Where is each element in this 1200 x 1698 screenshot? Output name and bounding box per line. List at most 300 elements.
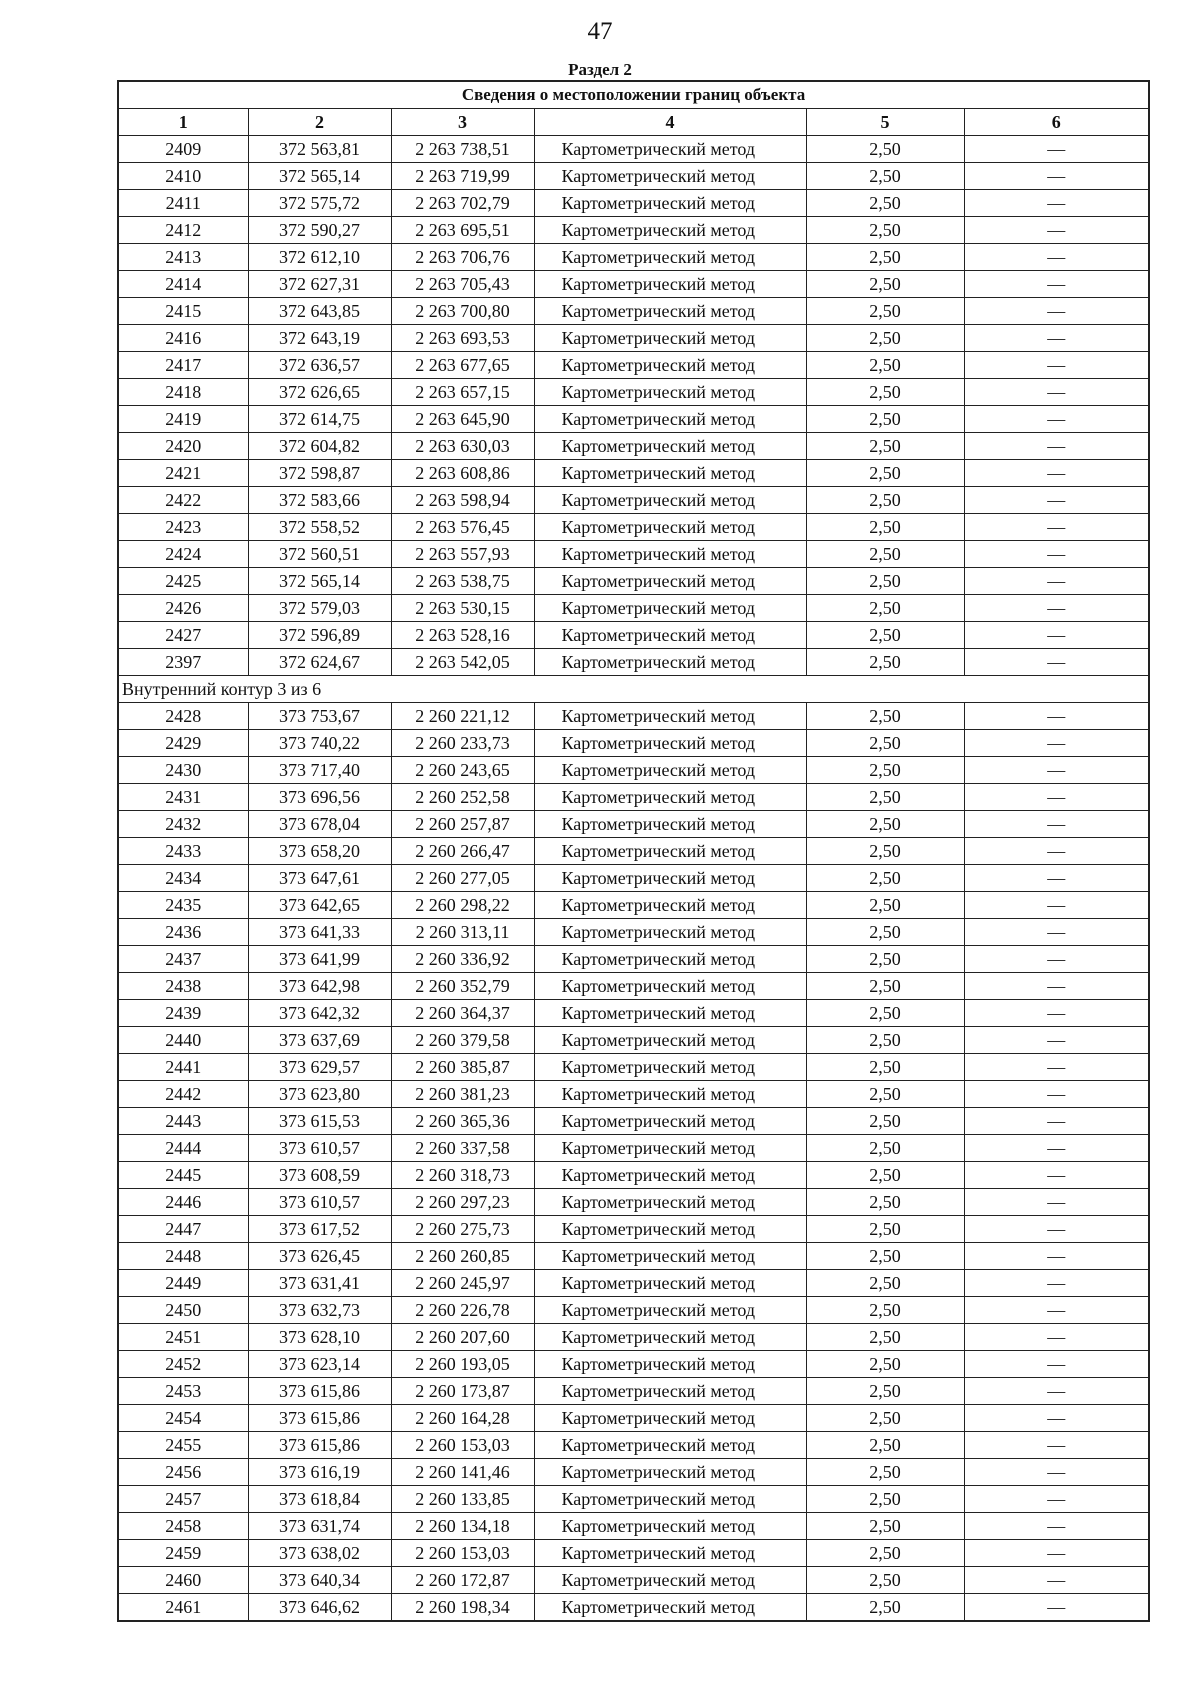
table-row [118,892,1149,919]
point-number-cell: 2419 [118,406,248,433]
point-number-cell: 2425 [118,568,248,595]
table-row [118,298,1149,325]
x-coordinate-cell: 373 615,86 [248,1432,391,1459]
table-row [118,1216,1149,1243]
table-title: Сведения о местоположении границ объекта [118,81,1149,109]
method-cell: Картометрический метод [534,1081,806,1108]
accuracy-cell: 2,50 [806,190,964,217]
description-cell: — [964,1486,1149,1513]
point-number-cell: 2456 [118,1459,248,1486]
x-coordinate-cell: 373 618,84 [248,1486,391,1513]
method-cell: Картометрический метод [534,325,806,352]
description-cell: — [964,568,1149,595]
method-cell: Картометрический метод [534,244,806,271]
accuracy-cell: 2,50 [806,1135,964,1162]
point-number-cell: 2421 [118,460,248,487]
y-coordinate-cell: 2 260 133,85 [391,1486,534,1513]
x-coordinate-cell: 372 612,10 [248,244,391,271]
table-row [118,649,1149,676]
x-coordinate-cell: 373 641,33 [248,919,391,946]
description-cell: — [964,217,1149,244]
method-cell: Картометрический метод [534,136,806,163]
accuracy-cell: 2,50 [806,1567,964,1594]
accuracy-cell: 2,50 [806,730,964,757]
point-number-cell: 2440 [118,1027,248,1054]
y-coordinate-cell: 2 260 226,78 [391,1297,534,1324]
y-coordinate-cell: 2 263 700,80 [391,298,534,325]
accuracy-cell: 2,50 [806,595,964,622]
method-cell: Картометрический метод [534,298,806,325]
method-cell: Картометрический метод [534,1513,806,1540]
x-coordinate-cell: 373 696,56 [248,784,391,811]
method-cell: Картометрический метод [534,1108,806,1135]
x-coordinate-cell: 373 753,67 [248,703,391,730]
method-cell: Картометрический метод [534,1594,806,1622]
point-number-cell: 2431 [118,784,248,811]
x-coordinate-cell: 373 615,86 [248,1405,391,1432]
description-cell: — [964,1270,1149,1297]
accuracy-cell: 2,50 [806,1324,964,1351]
point-number-cell: 2444 [118,1135,248,1162]
point-number-cell: 2414 [118,271,248,298]
x-coordinate-cell: 372 560,51 [248,541,391,568]
column-header: 1 [118,109,248,136]
y-coordinate-cell: 2 260 245,97 [391,1270,534,1297]
method-cell: Картометрический метод [534,919,806,946]
point-number-cell: 2424 [118,541,248,568]
table-row [118,838,1149,865]
accuracy-cell: 2,50 [806,244,964,271]
x-coordinate-cell: 373 629,57 [248,1054,391,1081]
method-cell: Картометрический метод [534,1351,806,1378]
point-number-cell: 2452 [118,1351,248,1378]
column-header: 6 [964,109,1149,136]
accuracy-cell: 2,50 [806,838,964,865]
column-header: 5 [806,109,964,136]
contour-label: Внутренний контур 3 из 6 [118,676,1149,703]
accuracy-cell: 2,50 [806,568,964,595]
y-coordinate-cell: 2 260 298,22 [391,892,534,919]
y-coordinate-cell: 2 260 277,05 [391,865,534,892]
accuracy-cell: 2,50 [806,514,964,541]
x-coordinate-cell: 373 628,10 [248,1324,391,1351]
y-coordinate-cell: 2 263 693,53 [391,325,534,352]
method-cell: Картометрический метод [534,1297,806,1324]
y-coordinate-cell: 2 263 695,51 [391,217,534,244]
description-cell: — [964,838,1149,865]
method-cell: Картометрический метод [534,703,806,730]
table-row [118,568,1149,595]
y-coordinate-cell: 2 263 538,75 [391,568,534,595]
description-cell: — [964,190,1149,217]
accuracy-cell: 2,50 [806,1162,964,1189]
accuracy-cell: 2,50 [806,946,964,973]
method-cell: Картометрический метод [534,865,806,892]
x-coordinate-cell: 373 717,40 [248,757,391,784]
accuracy-cell: 2,50 [806,460,964,487]
point-number-cell: 2445 [118,1162,248,1189]
y-coordinate-cell: 2 260 243,65 [391,757,534,784]
description-cell: — [964,1324,1149,1351]
method-cell: Картометрический метод [534,1054,806,1081]
y-coordinate-cell: 2 263 528,16 [391,622,534,649]
x-coordinate-cell: 372 614,75 [248,406,391,433]
x-coordinate-cell: 373 615,53 [248,1108,391,1135]
y-coordinate-cell: 2 263 719,99 [391,163,534,190]
accuracy-cell: 2,50 [806,325,964,352]
description-cell: — [964,1513,1149,1540]
table-row [118,1513,1149,1540]
table-row [118,514,1149,541]
x-coordinate-cell: 372 626,65 [248,379,391,406]
point-number-cell: 2422 [118,487,248,514]
point-number-cell: 2442 [118,1081,248,1108]
column-header: 3 [391,109,534,136]
description-cell: — [964,784,1149,811]
table-row [118,433,1149,460]
x-coordinate-cell: 373 647,61 [248,865,391,892]
accuracy-cell: 2,50 [806,406,964,433]
table-row [118,325,1149,352]
method-cell: Картометрический метод [534,1540,806,1567]
description-cell: — [964,703,1149,730]
accuracy-cell: 2,50 [806,271,964,298]
description-cell: — [964,271,1149,298]
table-row [118,541,1149,568]
description-cell: — [964,1432,1149,1459]
y-coordinate-cell: 2 260 297,23 [391,1189,534,1216]
point-number-cell: 2410 [118,163,248,190]
contour-row [118,676,1149,703]
accuracy-cell: 2,50 [806,649,964,676]
y-coordinate-cell: 2 260 379,58 [391,1027,534,1054]
description-cell: — [964,892,1149,919]
accuracy-cell: 2,50 [806,757,964,784]
point-number-cell: 2438 [118,973,248,1000]
point-number-cell: 2411 [118,190,248,217]
method-cell: Картометрический метод [534,946,806,973]
accuracy-cell: 2,50 [806,487,964,514]
method-cell: Картометрический метод [534,568,806,595]
method-cell: Картометрический метод [534,406,806,433]
method-cell: Картометрический метод [534,352,806,379]
y-coordinate-cell: 2 263 738,51 [391,136,534,163]
accuracy-cell: 2,50 [806,1081,964,1108]
method-cell: Картометрический метод [534,811,806,838]
x-coordinate-cell: 373 642,32 [248,1000,391,1027]
point-number-cell: 2432 [118,811,248,838]
accuracy-cell: 2,50 [806,379,964,406]
table-row [118,406,1149,433]
y-coordinate-cell: 2 263 542,05 [391,649,534,676]
method-cell: Картометрический метод [534,1459,806,1486]
description-cell: — [964,379,1149,406]
y-coordinate-cell: 2 263 576,45 [391,514,534,541]
y-coordinate-cell: 2 260 207,60 [391,1324,534,1351]
x-coordinate-cell: 373 626,45 [248,1243,391,1270]
description-cell: — [964,1189,1149,1216]
description-cell: — [964,1540,1149,1567]
x-coordinate-cell: 372 558,52 [248,514,391,541]
table-row [118,1189,1149,1216]
x-coordinate-cell: 372 579,03 [248,595,391,622]
method-cell: Картометрический метод [534,649,806,676]
method-cell: Картометрический метод [534,514,806,541]
x-coordinate-cell: 373 623,80 [248,1081,391,1108]
method-cell: Картометрический метод [534,892,806,919]
table-row [118,1486,1149,1513]
accuracy-cell: 2,50 [806,1270,964,1297]
x-coordinate-cell: 373 631,74 [248,1513,391,1540]
description-cell: — [964,1000,1149,1027]
point-number-cell: 2430 [118,757,248,784]
method-cell: Картометрический метод [534,1027,806,1054]
y-coordinate-cell: 2 263 677,65 [391,352,534,379]
accuracy-cell: 2,50 [806,1513,964,1540]
point-number-cell: 2457 [118,1486,248,1513]
point-number-cell: 2448 [118,1243,248,1270]
table-row [118,1135,1149,1162]
y-coordinate-cell: 2 263 557,93 [391,541,534,568]
method-cell: Картометрический метод [534,1216,806,1243]
table-row [118,1108,1149,1135]
description-cell: — [964,757,1149,784]
description-cell: — [964,1081,1149,1108]
table-row [118,973,1149,1000]
description-cell: — [964,811,1149,838]
table-row [118,1594,1149,1622]
x-coordinate-cell: 373 658,20 [248,838,391,865]
y-coordinate-cell: 2 260 252,58 [391,784,534,811]
description-cell: — [964,1378,1149,1405]
description-cell: — [964,1405,1149,1432]
x-coordinate-cell: 372 575,72 [248,190,391,217]
y-coordinate-cell: 2 260 134,18 [391,1513,534,1540]
point-number-cell: 2426 [118,595,248,622]
y-coordinate-cell: 2 263 530,15 [391,595,534,622]
accuracy-cell: 2,50 [806,1378,964,1405]
column-header: 2 [248,109,391,136]
x-coordinate-cell: 372 604,82 [248,433,391,460]
method-cell: Картометрический метод [534,1189,806,1216]
x-coordinate-cell: 373 610,57 [248,1135,391,1162]
description-cell: — [964,595,1149,622]
table-row [118,487,1149,514]
accuracy-cell: 2,50 [806,136,964,163]
accuracy-cell: 2,50 [806,622,964,649]
point-number-cell: 2416 [118,325,248,352]
point-number-cell: 2409 [118,136,248,163]
point-number-cell: 2418 [118,379,248,406]
table-row [118,811,1149,838]
y-coordinate-cell: 2 260 153,03 [391,1540,534,1567]
method-cell: Картометрический метод [534,487,806,514]
description-cell: — [964,649,1149,676]
y-coordinate-cell: 2 260 260,85 [391,1243,534,1270]
description-cell: — [964,1351,1149,1378]
point-number-cell: 2433 [118,838,248,865]
table-row [118,460,1149,487]
method-cell: Картометрический метод [534,973,806,1000]
description-cell: — [964,1594,1149,1622]
description-cell: — [964,973,1149,1000]
table-row [118,1243,1149,1270]
point-number-cell: 2461 [118,1594,248,1622]
point-number-cell: 2459 [118,1540,248,1567]
x-coordinate-cell: 372 563,81 [248,136,391,163]
x-coordinate-cell: 372 596,89 [248,622,391,649]
accuracy-cell: 2,50 [806,1297,964,1324]
description-cell: — [964,136,1149,163]
table-row [118,190,1149,217]
accuracy-cell: 2,50 [806,973,964,1000]
table-row [118,217,1149,244]
table-row [118,1405,1149,1432]
description-cell: — [964,352,1149,379]
point-number-cell: 2420 [118,433,248,460]
x-coordinate-cell: 372 643,19 [248,325,391,352]
point-number-cell: 2439 [118,1000,248,1027]
method-cell: Картометрический метод [534,379,806,406]
accuracy-cell: 2,50 [806,1351,964,1378]
accuracy-cell: 2,50 [806,865,964,892]
x-coordinate-cell: 372 598,87 [248,460,391,487]
point-number-cell: 2429 [118,730,248,757]
accuracy-cell: 2,50 [806,1486,964,1513]
table-row [118,1432,1149,1459]
point-number-cell: 2441 [118,1054,248,1081]
point-number-cell: 2427 [118,622,248,649]
description-cell: — [964,244,1149,271]
accuracy-cell: 2,50 [806,217,964,244]
table-row [118,1054,1149,1081]
x-coordinate-cell: 372 565,14 [248,568,391,595]
method-cell: Картометрический метод [534,541,806,568]
x-coordinate-cell: 373 740,22 [248,730,391,757]
accuracy-cell: 2,50 [806,919,964,946]
description-cell: — [964,1135,1149,1162]
accuracy-cell: 2,50 [806,1540,964,1567]
y-coordinate-cell: 2 260 257,87 [391,811,534,838]
description-cell: — [964,487,1149,514]
method-cell: Картометрический метод [534,730,806,757]
y-coordinate-cell: 2 263 705,43 [391,271,534,298]
point-number-cell: 2397 [118,649,248,676]
accuracy-cell: 2,50 [806,892,964,919]
accuracy-cell: 2,50 [806,1000,964,1027]
y-coordinate-cell: 2 260 221,12 [391,703,534,730]
description-cell: — [964,1054,1149,1081]
method-cell: Картометрический метод [534,1243,806,1270]
point-number-cell: 2435 [118,892,248,919]
point-number-cell: 2455 [118,1432,248,1459]
y-coordinate-cell: 2 260 173,87 [391,1378,534,1405]
table-row [118,946,1149,973]
accuracy-cell: 2,50 [806,298,964,325]
table-row [118,1000,1149,1027]
method-cell: Картометрический метод [534,271,806,298]
y-coordinate-cell: 2 263 706,76 [391,244,534,271]
description-cell: — [964,865,1149,892]
y-coordinate-cell: 2 263 608,86 [391,460,534,487]
accuracy-cell: 2,50 [806,703,964,730]
table-row [118,136,1149,163]
x-coordinate-cell: 373 623,14 [248,1351,391,1378]
x-coordinate-cell: 373 638,02 [248,1540,391,1567]
y-coordinate-cell: 2 260 336,92 [391,946,534,973]
table-row [118,271,1149,298]
accuracy-cell: 2,50 [806,352,964,379]
description-cell: — [964,1567,1149,1594]
point-number-cell: 2454 [118,1405,248,1432]
y-coordinate-cell: 2 260 193,05 [391,1351,534,1378]
table-row [118,1027,1149,1054]
table-row [118,1270,1149,1297]
boundary-table [117,80,1150,1622]
description-cell: — [964,1027,1149,1054]
x-coordinate-cell: 372 565,14 [248,163,391,190]
point-number-cell: 2412 [118,217,248,244]
point-number-cell: 2458 [118,1513,248,1540]
page-number: 47 [587,18,613,45]
column-header: 4 [534,109,806,136]
point-number-cell: 2415 [118,298,248,325]
y-coordinate-cell: 2 263 630,03 [391,433,534,460]
x-coordinate-cell: 373 642,65 [248,892,391,919]
x-coordinate-cell: 373 678,04 [248,811,391,838]
accuracy-cell: 2,50 [806,1054,964,1081]
y-coordinate-cell: 2 260 352,79 [391,973,534,1000]
accuracy-cell: 2,50 [806,1027,964,1054]
description-cell: — [964,1459,1149,1486]
y-coordinate-cell: 2 263 645,90 [391,406,534,433]
accuracy-cell: 2,50 [806,1216,964,1243]
y-coordinate-cell: 2 260 364,37 [391,1000,534,1027]
accuracy-cell: 2,50 [806,433,964,460]
table-row [118,784,1149,811]
y-coordinate-cell: 2 260 153,03 [391,1432,534,1459]
point-number-cell: 2443 [118,1108,248,1135]
x-coordinate-cell: 373 615,86 [248,1378,391,1405]
table-row [118,1567,1149,1594]
description-cell: — [964,541,1149,568]
accuracy-cell: 2,50 [806,784,964,811]
x-coordinate-cell: 373 642,98 [248,973,391,1000]
accuracy-cell: 2,50 [806,1432,964,1459]
y-coordinate-cell: 2 260 198,34 [391,1594,534,1622]
table-row [118,1081,1149,1108]
method-cell: Картометрический метод [534,784,806,811]
method-cell: Картометрический метод [534,1000,806,1027]
method-cell: Картометрический метод [534,838,806,865]
method-cell: Картометрический метод [534,217,806,244]
x-coordinate-cell: 373 641,99 [248,946,391,973]
method-cell: Картометрический метод [534,1567,806,1594]
description-cell: — [964,1216,1149,1243]
x-coordinate-cell: 373 610,57 [248,1189,391,1216]
method-cell: Картометрический метод [534,622,806,649]
point-number-cell: 2451 [118,1324,248,1351]
x-coordinate-cell: 372 624,67 [248,649,391,676]
accuracy-cell: 2,50 [806,541,964,568]
accuracy-cell: 2,50 [806,1405,964,1432]
accuracy-cell: 2,50 [806,1108,964,1135]
x-coordinate-cell: 373 616,19 [248,1459,391,1486]
y-coordinate-cell: 2 260 172,87 [391,1567,534,1594]
x-coordinate-cell: 373 617,52 [248,1216,391,1243]
y-coordinate-cell: 2 260 318,73 [391,1162,534,1189]
table-row [118,865,1149,892]
